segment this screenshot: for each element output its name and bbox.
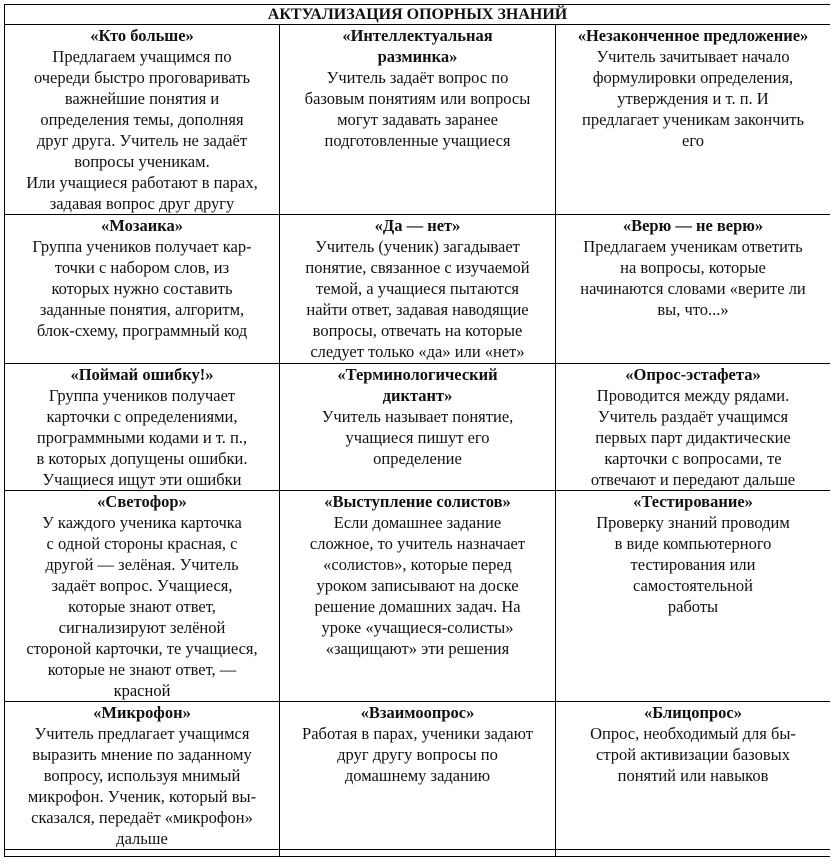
- method-description: Если домашнее задание сложное, то учитель назначает «солистов», которые перед уроком записывают на доске решение домашних задач. На уроке «учащиеся-солисты» «защищают» эти решения: [309, 513, 526, 658]
- empty-cell: [280, 850, 556, 857]
- method-description: Опрос, необходимый для бы- строй активизации базовых понятий или навыков: [590, 724, 796, 785]
- table-row: [5, 491, 831, 702]
- method-cell-poimai-oshibku: [5, 364, 280, 491]
- heading-row: [5, 5, 831, 25]
- method-title: «Тестирование»: [633, 492, 753, 511]
- method-cell-veryu-ne-veryu: [556, 215, 831, 364]
- method-title: «Светофор»: [97, 492, 187, 511]
- method-title: «Кто больше»: [90, 26, 194, 45]
- method-title: «Верю — не верю»: [622, 216, 764, 235]
- method-description: Учитель (ученик) загадывает понятие, связанное с изучаемой темой, а учащиеся пытаются найти ответ, задавая наводящие вопросы, отвечать на которые следует только «да» или «нет»: [305, 237, 530, 361]
- method-description: Проверку знаний проводим в виде компьютерного тестирования или самостоятельной работы: [596, 513, 790, 616]
- method-description: Группа учеников получает кар- точки с набором слов, из которых нужно составить заданные понятия, алгоритм, блок-схему, программный код: [32, 237, 252, 340]
- method-title: «Опрос-эстафета»: [625, 365, 761, 384]
- method-title: «Да — нет»: [374, 216, 461, 235]
- method-cell-opros-estafeta: [556, 364, 831, 491]
- method-title: «Незаконченное предложение»: [577, 26, 809, 45]
- method-title: «Поймай ошибку!»: [70, 365, 214, 384]
- method-cell-testirovanie: [556, 491, 831, 702]
- table-row: [5, 364, 831, 491]
- table-row: [5, 215, 831, 364]
- table-heading: АКТУАЛИЗАЦИЯ ОПОРНЫХ ЗНАНИЙ: [5, 5, 831, 25]
- method-description: Учитель называет понятие, учащиеся пишут его определение: [321, 407, 514, 468]
- table-row: [5, 25, 831, 215]
- method-description: Группа учеников получает карточки с определениями, программными кодами и т. п., в которых допущены ошибки. Учащиеся ищут эти ошибки: [36, 386, 248, 489]
- method-description: Учитель предлагает учащимся выразить мнение по заданному вопросу, используя мнимый микрофон. Ученик, который вы- сказался, передаёт «микрофон» дальше: [27, 724, 257, 848]
- method-title: «Микрофон»: [93, 703, 191, 722]
- method-description: Работая в парах, ученики задают друг другу вопросы по домашнему заданию: [302, 724, 533, 785]
- method-cell-nezakonchennoe-predlozhenie: [556, 25, 831, 215]
- method-cell-blitsopros: [556, 702, 831, 850]
- method-title: «Выступление солистов»: [324, 492, 511, 511]
- method-title: «Интеллектуальная разминка»: [342, 26, 493, 66]
- table-row-cut-off: [5, 850, 831, 857]
- method-description: Предлагаем ученикам ответить на вопросы, которые начинаются словами «верите ли вы, что...»: [580, 237, 806, 319]
- document-page: [4, 4, 830, 860]
- empty-cell: [556, 850, 831, 857]
- method-title: «Взаимоопрос»: [360, 703, 475, 722]
- method-cell-vzaimoopros: [280, 702, 556, 850]
- method-cell-mozaika: [5, 215, 280, 364]
- method-title: «Мозаика»: [100, 216, 183, 235]
- empty-cell: [5, 850, 280, 857]
- method-cell-vystuplenie-solistov: [280, 491, 556, 702]
- method-title: «Терминологический диктант»: [337, 365, 498, 405]
- method-cell-intellektualnaya-razminka: [280, 25, 556, 215]
- method-description: Учитель задаёт вопрос по базовым понятиям или вопросы могут задавать заранее подготовленные учащиеся: [304, 68, 531, 150]
- method-cell-svetofor: [5, 491, 280, 702]
- method-cell-terminologicheskiy-diktant: [280, 364, 556, 491]
- method-cell-kto-bolshe: [5, 25, 280, 215]
- table-row: [5, 702, 831, 850]
- method-cell-mikrofon: [5, 702, 280, 850]
- method-description: У каждого ученика карточка с одной стороны красная, с другой — зелёная. Учитель задаёт вопрос. Учащиеся, которые знают ответ, сигнализируют зелёной стороной карточки, те учащиеся, которые не знают ответ, — красной: [26, 513, 258, 700]
- method-description: Учитель зачитывает начало формулировки определения, утверждения и т. п. И предлагает ученикам закончить его: [581, 47, 805, 150]
- method-cell-da-net: [280, 215, 556, 364]
- method-description: Предлагаем учащимся по очереди быстро проговаривать важнейшие понятия и определения темы, дополняя друг друга. Учитель не задаёт вопросы ученикам. Или учащиеся работают в парах, задавая вопрос друг другу: [26, 47, 258, 213]
- method-title: «Блицопрос»: [644, 703, 742, 722]
- method-description: Проводится между рядами. Учитель раздаёт учащимся первых парт дидактические карточки с вопросами, те отвечают и передают дальше: [590, 386, 796, 489]
- methods-table: [4, 4, 830, 857]
